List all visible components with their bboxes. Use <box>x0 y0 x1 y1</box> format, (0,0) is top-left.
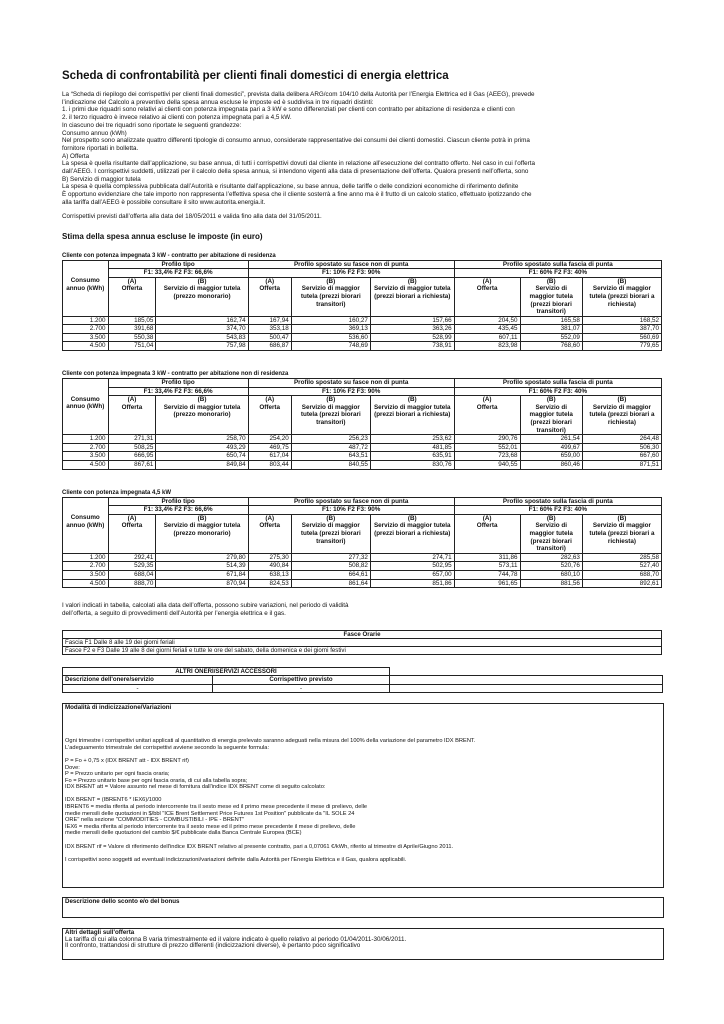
consumo-value: 2.700 <box>63 443 109 452</box>
text-line: IDX BRENT = (IBRENT6 * IEX6)/1000 <box>65 797 162 804</box>
header-profilo-tipo: Profilo tipo <box>108 497 248 506</box>
spesa-value: 160,27 <box>291 316 370 325</box>
spesa-value: 738,91 <box>370 342 454 351</box>
column-letter: (B) <box>197 277 207 285</box>
table-row <box>63 553 662 562</box>
column-letter: (B) <box>197 514 207 522</box>
spesa-value: 849,84 <box>156 461 248 470</box>
spesa-value: 573,11 <box>454 562 520 571</box>
spesa-value: 940,55 <box>454 461 520 470</box>
text-line: dall’AEEG. I corrispettivi suddetti, utilizzati per il calcolo della spesa annua, si intendono vigenti alla data di presentazione dell’offerta. Qualora presenti nell’offerta, sono <box>62 168 529 176</box>
column-header <box>108 514 156 553</box>
text-line: IBRENT6 = media riferita al periodo intercorrente tra il sesto mese ed il primo mese precedente il mese di prelievo, delle <box>65 804 368 811</box>
spesa-value: 290,76 <box>454 435 520 444</box>
spesa-value: 279,80 <box>156 553 248 562</box>
spesa-value: 508,82 <box>291 562 370 571</box>
text-line: Fo = Prezzo unitario base per ogni fascia oraria, di cui alla tabella sopra; <box>65 777 248 784</box>
column-label: Offerta <box>121 522 143 530</box>
spesa-value: 168,52 <box>582 316 661 325</box>
column-header <box>248 514 291 553</box>
spesa-value: 490,84 <box>248 562 291 571</box>
spesa-value: 527,40 <box>582 562 661 571</box>
consumo-value: 1.200 <box>63 553 109 562</box>
spesa-value: 487,72 <box>291 443 370 452</box>
column-letter: (B) <box>326 277 336 285</box>
table-row <box>63 435 662 444</box>
column-letter: (A) <box>482 396 492 404</box>
spesa-value: 892,61 <box>582 579 661 588</box>
column-letter: (B) <box>407 514 417 522</box>
text-line: I corrispettivi sono soggetti ad eventuali indicizzazioni/variazioni definite dalla Autorità per l'Energia Elettrica e il Gas, qualora applicabili. <box>65 856 407 863</box>
column-label: Offerta <box>476 285 498 293</box>
spesa-value: 493,29 <box>156 443 248 452</box>
column-header <box>454 514 520 553</box>
page-title: Scheda di confrontabilità per clienti finali domestici di energia elettrica <box>62 70 449 82</box>
table-caption: Cliente con potenza impegnata 4,5 kW <box>62 489 172 496</box>
spesa-value: 253,62 <box>370 435 454 444</box>
validity-note <box>62 602 662 617</box>
header-f-tipo: F1: 33,4% F2 F3: 66,6% <box>108 506 248 515</box>
text-line: dell’offerta, a seguito di provvedimenti dell’Autorità per l’energia elettrica e il gas. <box>62 609 286 617</box>
spesa-value: 861,64 <box>291 579 370 588</box>
column-letter: (A) <box>127 514 137 522</box>
spesa-value: 552,09 <box>520 333 582 342</box>
column-label: Servizio di maggior tutela (prezzi biorari transitori) <box>529 522 573 553</box>
dettagli-text <box>65 937 661 950</box>
tables-container <box>62 253 662 589</box>
column-letter: (B) <box>326 514 336 522</box>
spesa-value: 381,07 <box>520 325 582 334</box>
header-consumo: Consumo annuo (kWh) <box>63 277 109 316</box>
spesa-value: 768,60 <box>520 342 582 351</box>
consumo-value: 4.500 <box>63 461 109 470</box>
text-line: ORE" nella sezione "COMMODITIES - COMBUSTIBILI - IPE - BRENT" <box>65 817 245 824</box>
section-title: Stima della spesa annua escluse le imposte (in euro) <box>62 231 263 241</box>
spesa-value: 435,45 <box>454 325 520 334</box>
text-line: La spesa è quella risultante dall’applicazione, su base annua, di tutti i corrispettivi dovuti dal cliente in relazione all’esecuzione del contratto offerto. Nel caso in cui l’offerta <box>62 160 536 168</box>
spesa-value: 686,87 <box>248 342 291 351</box>
column-letter: (A) <box>127 396 137 404</box>
spesa-value: 881,56 <box>520 579 582 588</box>
column-letter: (B) <box>617 396 627 404</box>
header-profilo-non-punta: Profilo spostato su fasce non di punta <box>248 379 454 388</box>
text-line: B) Servizio di maggior tutela <box>62 175 141 183</box>
spesa-value: 659,00 <box>520 452 582 461</box>
column-letter: (B) <box>326 396 336 404</box>
oneri-col-desc: Descrizione dell'onere/servizio <box>63 676 213 684</box>
header-blank <box>63 379 109 388</box>
intro-text <box>62 91 662 207</box>
spesa-value: 851,86 <box>370 579 454 588</box>
spesa-value: 508,25 <box>108 443 156 452</box>
consumo-value: 3.500 <box>63 452 109 461</box>
header-f-non-punta: F1: 10% F2 F3: 90% <box>248 269 454 278</box>
column-label: Servizio di maggior tutela (prezzo monorario) <box>163 522 241 537</box>
spesa-value: 261,54 <box>520 435 582 444</box>
column-label: Servizio di maggior tutela (prezzi biorari transitori) <box>529 285 573 316</box>
spesa-value: 617,04 <box>248 452 291 461</box>
spesa-value: 369,13 <box>291 325 370 334</box>
modalita-box <box>62 703 664 888</box>
column-header <box>248 277 291 316</box>
spesa-value: 353,18 <box>248 325 291 334</box>
spesa-value: 867,61 <box>108 461 156 470</box>
text-line: L'adeguamento trimestrale dei corrispettivi avviene secondo la seguente formula: <box>65 744 270 751</box>
modalita-title: Modalità di indicizzazione/Variazioni <box>65 703 172 711</box>
spesa-value: 823,98 <box>454 342 520 351</box>
text-line <box>65 850 661 857</box>
spesa-value: 363,26 <box>370 325 454 334</box>
spesa-value: 536,60 <box>291 333 370 342</box>
validity-text: Corrispettivi previsti dall’offerta alla data del 18/05/2011 e valida fino alla data del 31/05/2011. <box>62 212 322 220</box>
column-letter: (A) <box>265 277 275 285</box>
header-profilo-punta: Profilo spostato sulla fascia di punta <box>454 497 661 506</box>
spesa-value: 830,76 <box>370 461 454 470</box>
text-line: 1. i primi due riquadri sono relativi ai clienti con potenza impegnata pari a 3 kW e sono differenziati per clienti con contratto per abitazione di residenza e clienti con <box>62 106 515 114</box>
header-consumo: Consumo annuo (kWh) <box>63 514 109 553</box>
column-header <box>520 514 582 553</box>
fasce-title: Fasce Orarie <box>63 630 662 638</box>
spesa-value: 550,38 <box>108 333 156 342</box>
column-letter: (B) <box>546 514 556 522</box>
header-consumo: Consumo annuo (kWh) <box>63 396 109 435</box>
header-blank <box>63 269 109 278</box>
text-line <box>65 732 661 739</box>
header-f-punta: F1: 60% F2 F3: 40% <box>454 506 661 515</box>
text-line <box>65 791 661 798</box>
spesa-value: 552,01 <box>454 443 520 452</box>
spesa-table <box>62 497 662 589</box>
document-page <box>62 70 662 960</box>
spesa-value: 167,94 <box>248 316 291 325</box>
column-header <box>454 396 520 435</box>
header-blank <box>63 497 109 506</box>
text-line: P = Prezzo unitario per ogni fascia oraria; <box>65 771 170 778</box>
column-label: Servizio di maggior tutela (prezzi biorari a richiesta) <box>373 285 451 300</box>
consumo-value: 4.500 <box>63 579 109 588</box>
spesa-value: 274,71 <box>370 553 454 562</box>
spesa-value: 275,30 <box>248 553 291 562</box>
header-f-punta: F1: 60% F2 F3: 40% <box>454 387 661 396</box>
text-line: Il confronto, trattandosi di strutture di prezzo differenti (indicizzazioni diverse), è pertanto poco significativo <box>65 942 361 950</box>
table-row <box>63 333 662 342</box>
spesa-value: 751,04 <box>108 342 156 351</box>
header-f-tipo: F1: 33,4% F2 F3: 66,6% <box>108 269 248 278</box>
text-line: Nel prospetto sono analizzate quattro differenti tipologie di consumo annuo, considerate rappresentative dei consumi dei clienti domestici. Ciascun cliente potrà in prima <box>62 137 530 145</box>
spesa-value: 723,68 <box>454 452 520 461</box>
column-label: Servizio di maggior tutela (prezzi biorari a richiesta) <box>589 522 655 545</box>
spesa-value: 271,31 <box>108 435 156 444</box>
column-label: Offerta <box>259 285 281 293</box>
spesa-value: 529,35 <box>108 562 156 571</box>
spesa-table <box>62 378 662 470</box>
column-header <box>156 277 248 316</box>
consumo-value: 1.200 <box>63 316 109 325</box>
column-header <box>291 396 370 435</box>
sconto-box <box>62 897 664 918</box>
text-line <box>65 718 661 725</box>
column-header <box>370 514 454 553</box>
spesa-value: 860,46 <box>520 461 582 470</box>
header-blank <box>63 260 109 269</box>
column-label: Servizio di maggior tutela (prezzi biorari a richiesta) <box>373 403 451 419</box>
text-line: IDX BRENT att = Valore assunto nel mese di fornitura dall'indice IDX BRENT come di seguito calcolato: <box>65 784 326 791</box>
fasce-table <box>62 630 662 656</box>
column-letter: (B) <box>617 514 627 522</box>
header-f-punta: F1: 60% F2 F3: 40% <box>454 269 661 278</box>
text-line: Consumo annuo (kWh) <box>62 129 127 137</box>
column-header <box>291 514 370 553</box>
column-letter: (A) <box>265 514 275 522</box>
column-label: Servizio di maggior tutela (prezzi biorari a richiesta) <box>373 522 451 537</box>
column-letter: (A) <box>482 277 492 285</box>
table-caption: Cliente con potenza impegnata 3 kW - contratto per abitazione di residenza <box>62 252 276 259</box>
text-line: 2. il terzo riquadro è invece relativo ai clienti con potenza impegnata pari a 4,5 kW. <box>62 114 292 122</box>
header-profilo-non-punta: Profilo spostato su fasce non di punta <box>248 260 454 269</box>
column-label: Servizio di maggior tutela (prezzi biorari a richiesta) <box>589 285 655 308</box>
column-header <box>248 396 291 435</box>
text-line <box>65 837 661 844</box>
column-label: Servizio di maggior tutela (prezzi biorari transitori) <box>300 285 361 308</box>
oneri-val-corr: - <box>213 684 390 692</box>
spesa-value: 502,95 <box>370 562 454 571</box>
column-label: Servizio di maggior tutela (prezzi biorari transitori) <box>529 403 573 434</box>
text-line: medie mensili delle quotazioni del cambio $/€ pubblicate dalla Banca Centrale Europea (BCE) <box>65 830 302 837</box>
consumo-value: 2.700 <box>63 325 109 334</box>
column-label: Servizio di maggior tutela (prezzo monorario) <box>163 285 241 300</box>
consumo-value: 3.500 <box>63 570 109 579</box>
spesa-value: 671,84 <box>156 570 248 579</box>
column-letter: (B) <box>617 277 627 285</box>
column-header <box>291 277 370 316</box>
text-line: l’indicazione del Calcolo a preventivo della spesa annua escluse le imposte ed è suddivisa in tre riquadri distinti: <box>62 98 374 106</box>
header-profilo-tipo: Profilo tipo <box>108 379 248 388</box>
column-label: Offerta <box>259 522 281 530</box>
text-line: fornitore riportati in bolletta. <box>62 144 139 152</box>
column-label: Offerta <box>476 522 498 530</box>
spesa-value: 757,98 <box>156 342 248 351</box>
oneri-col-corr: Corrispettivo previsto <box>213 676 390 684</box>
oneri-title: ALTRI ONERI/SERVIZI ACCESSORI <box>63 668 390 676</box>
table-row <box>63 579 662 588</box>
column-header <box>520 277 582 316</box>
spesa-value: 803,44 <box>248 461 291 470</box>
spesa-value: 481,85 <box>370 443 454 452</box>
oneri-table <box>62 667 663 693</box>
text-line <box>65 712 661 719</box>
table-row <box>63 461 662 470</box>
header-profilo-punta: Profilo spostato sulla fascia di punta <box>454 379 661 388</box>
spesa-value: 469,75 <box>248 443 291 452</box>
spesa-value: 666,95 <box>108 452 156 461</box>
column-letter: (A) <box>265 396 275 404</box>
spesa-value: 258,70 <box>156 435 248 444</box>
header-f-non-punta: F1: 10% F2 F3: 90% <box>248 387 454 396</box>
spesa-value: 688,04 <box>108 570 156 579</box>
spesa-value: 499,67 <box>520 443 582 452</box>
spesa-value: 779,65 <box>582 342 661 351</box>
column-header <box>108 396 156 435</box>
table-row <box>63 570 662 579</box>
column-letter: (A) <box>127 277 137 285</box>
spesa-value: 560,69 <box>582 333 661 342</box>
spesa-value: 520,76 <box>520 562 582 571</box>
column-label: Offerta <box>259 403 281 411</box>
spesa-value: 650,74 <box>156 452 248 461</box>
column-label: Servizio di maggior tutela (prezzo monorario) <box>163 403 241 419</box>
column-letter: (B) <box>197 396 207 404</box>
table-row <box>63 452 662 461</box>
consumo-value: 2.700 <box>63 562 109 571</box>
spesa-value: 871,51 <box>582 461 661 470</box>
spesa-value: 888,70 <box>108 579 156 588</box>
text-line <box>65 751 661 758</box>
spesa-table <box>62 260 662 352</box>
header-profilo-punta: Profilo spostato sulla fascia di punta <box>454 260 661 269</box>
spesa-value: 254,20 <box>248 435 291 444</box>
header-blank <box>63 387 109 396</box>
column-header <box>454 277 520 316</box>
text-line: È opportuno evidenziare che tale importo non rappresenta l’effettiva spesa che il cliente sosterrà a fine anno ma è il frutto di un calcolo statico, effettuato ipotizzando che <box>62 191 532 199</box>
sconto-title: Descrizione dello sconto e/o del bonus <box>65 897 180 905</box>
column-letter: (B) <box>546 277 556 285</box>
spesa-value: 688,70 <box>582 570 661 579</box>
table-row <box>63 325 662 334</box>
spesa-value: 638,13 <box>248 570 291 579</box>
text-line: medie mensili delle quotazioni in $/bbl "ICE Brent Settlement Price Futures 1st Position" pubblicate da "IL SOLE 24 <box>65 810 355 817</box>
spesa-value: 824,53 <box>248 579 291 588</box>
column-header <box>582 396 661 435</box>
table-row <box>63 342 662 351</box>
spesa-value: 165,58 <box>520 316 582 325</box>
spesa-value: 635,91 <box>370 452 454 461</box>
spesa-value: 680,10 <box>520 570 582 579</box>
table-row <box>63 443 662 452</box>
spesa-value: 840,55 <box>291 461 370 470</box>
spesa-value: 256,23 <box>291 435 370 444</box>
modalita-text <box>65 712 661 864</box>
spesa-value: 528,99 <box>370 333 454 342</box>
column-header <box>582 514 661 553</box>
spesa-value: 264,48 <box>582 435 661 444</box>
spesa-value: 277,32 <box>291 553 370 562</box>
column-label: Servizio di maggior tutela (prezzi biorari transitori) <box>300 522 361 545</box>
text-line: Dove: <box>65 764 80 771</box>
oneri-val-desc: - <box>63 684 213 692</box>
fasce-f1: Fascia F1 Dalle 8 alle 19 dei giorni feriali <box>63 638 662 646</box>
spesa-value: 667,60 <box>582 452 661 461</box>
text-line: IEX6 = media riferita al periodo intercorrente tra il sesto mese ed il primo mese precedente il mese di prelievo, delle <box>65 823 356 830</box>
consumo-value: 1.200 <box>63 435 109 444</box>
spesa-value: 282,63 <box>520 553 582 562</box>
column-header <box>156 514 248 553</box>
column-label: Offerta <box>476 403 498 411</box>
header-profilo-non-punta: Profilo spostato su fasce non di punta <box>248 497 454 506</box>
text-line: A) Offerta <box>62 152 90 160</box>
spesa-value: 185,05 <box>108 316 156 325</box>
column-letter: (B) <box>407 396 417 404</box>
header-f-tipo: F1: 33,4% F2 F3: 66,6% <box>108 387 248 396</box>
spesa-value: 748,69 <box>291 342 370 351</box>
spesa-value: 391,68 <box>108 325 156 334</box>
spesa-value: 387,70 <box>582 325 661 334</box>
text-line: La spesa è quella complessiva pubblicata dall’Autorità e risultante dall’applicazione, su base annua, delle tariffe o delle condizioni economiche di riferimento definite <box>62 183 519 191</box>
column-header <box>156 396 248 435</box>
spesa-value: 744,78 <box>454 570 520 579</box>
spesa-value: 664,61 <box>291 570 370 579</box>
spesa-value: 374,70 <box>156 325 248 334</box>
spesa-value: 961,65 <box>454 579 520 588</box>
spesa-value: 643,51 <box>291 452 370 461</box>
dettagli-title: Altri dettagli sull'offerta <box>65 928 135 936</box>
column-label: Offerta <box>121 285 143 293</box>
column-letter: (B) <box>546 396 556 404</box>
spesa-value: 157,66 <box>370 316 454 325</box>
spesa-value: 543,83 <box>156 333 248 342</box>
spesa-value: 204,50 <box>454 316 520 325</box>
header-profilo-tipo: Profilo tipo <box>108 260 248 269</box>
consumo-value: 3.500 <box>63 333 109 342</box>
spesa-value: 285,58 <box>582 553 661 562</box>
column-header <box>370 277 454 316</box>
table-caption: Cliente con potenza impegnata 3 kW - contratto per abitazione non di residenza <box>62 371 289 378</box>
table-row <box>63 562 662 571</box>
text-line: IDX BRENT rif = Valore di riferimento dell'indice IDX BRENT relativo al presente contratto, pari a 0,07061 €/kWh, riferito al trimestre di Aprile/Giugno 2011. <box>65 843 454 850</box>
text-line: alla tariffa dall’AEEG è possibile consultare il sito www.autorita.energia.it. <box>62 198 266 206</box>
column-letter: (A) <box>482 514 492 522</box>
text-line <box>65 725 661 732</box>
spesa-value: 870,94 <box>156 579 248 588</box>
spesa-value: 311,86 <box>454 553 520 562</box>
fasce-f2f3: Fasce F2 e F3 Dalle 19 alle 8 dei giorni feriali e tutte le ore del sabato, della domenica e dei giorni festivi <box>63 646 662 654</box>
dettagli-box <box>62 928 664 960</box>
column-header <box>370 396 454 435</box>
column-header <box>520 396 582 435</box>
spesa-value: 506,30 <box>582 443 661 452</box>
spesa-value: 162,74 <box>156 316 248 325</box>
text-line: P = Fo + 0,75 x (IDX BRENT att - IDX BRENT rif) <box>65 757 189 764</box>
text-line: In ciascuno dei tre riquadri sono riportate le seguenti grandezze: <box>62 121 242 129</box>
text-line: La “Scheda di riepilogo dei corrispettivi per clienti finali domestici”, prevista dalla delibera ARG/com 104/10 della Autorità per l’Energia Elettrica ed il Gas (AEEG), prevede <box>62 91 535 98</box>
consumo-value: 4.500 <box>63 342 109 351</box>
text-line: La tariffa di cui alla colonna B varia trimestralmente ed il valore indicato è quello relativo al periodo 01/04/2011-30/06/2011. <box>65 935 407 943</box>
spesa-value: 292,41 <box>108 553 156 562</box>
header-blank <box>63 506 109 515</box>
spesa-value: 500,47 <box>248 333 291 342</box>
spesa-value: 607,11 <box>454 333 520 342</box>
column-header <box>108 277 156 316</box>
header-f-non-punta: F1: 10% F2 F3: 90% <box>248 506 454 515</box>
table-row <box>63 316 662 325</box>
column-header <box>582 277 661 316</box>
column-letter: (B) <box>407 277 417 285</box>
column-label: Offerta <box>121 403 143 411</box>
text-line: Ogni trimestre i corrispettivi unitari applicati al quantitativo di energia prelevato saranno adeguati nella misura del 100% della variazione del parametro IDX BRENT. <box>65 738 476 745</box>
text-line: I valori indicati in tabella, calcolati alla data dell’offerta, possono subire variazioni, nel periodo di validità <box>62 602 349 610</box>
spesa-value: 514,39 <box>156 562 248 571</box>
spesa-value: 657,00 <box>370 570 454 579</box>
column-label: Servizio di maggior tutela (prezzi biorari a richiesta) <box>589 403 655 427</box>
column-label: Servizio di maggior tutela (prezzi biorari transitori) <box>300 403 361 427</box>
